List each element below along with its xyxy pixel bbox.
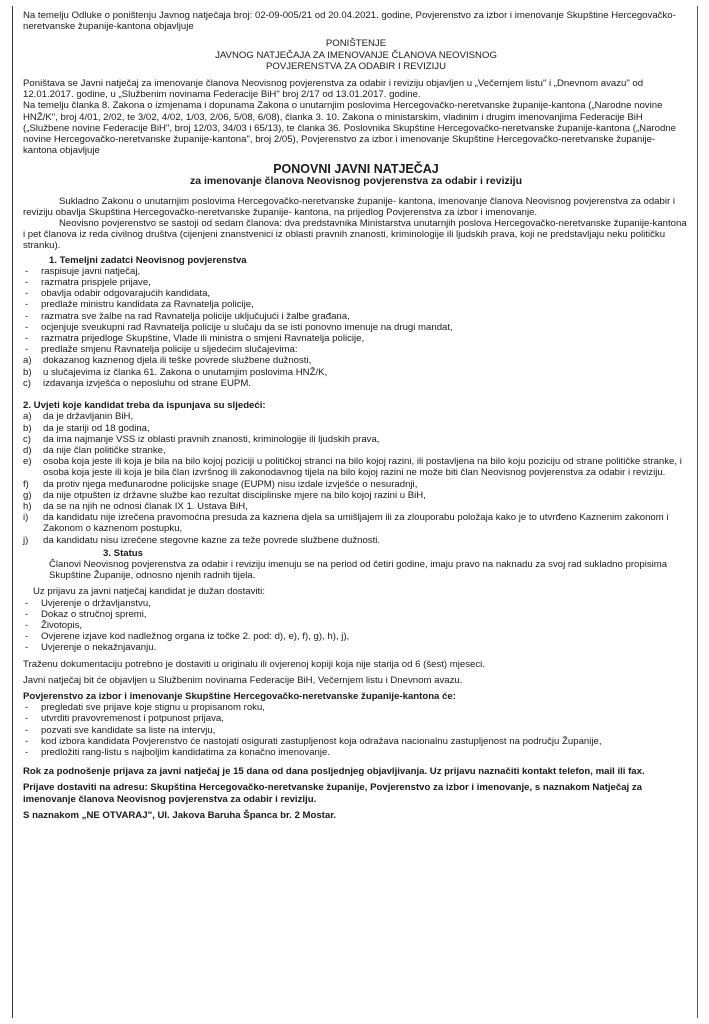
section-2-title: 2. Uvjeti koje kandidat treba da ispunjava su sljedeći:	[23, 400, 266, 412]
list-item: b) da je stariji od 18 godina,	[23, 422, 150, 434]
section-3-title: 3. Status	[103, 547, 143, 559]
list-item: - predlaže ministru kandidata za Ravnatelja policije,	[41, 299, 689, 310]
list-item: - kod izbora kandidata Povjerenstvo će nastojati osigurati zastupljenost koja odražava nacionalnu zastupljenost na području Županije,	[41, 736, 689, 747]
committee-intro: Povjerenstvo za izbor i imenovanje Skupštine Hercegovačko-neretvanske županije-kantona će:	[23, 690, 456, 702]
annulment-title-line3: POVJERENSTVA ZA ODABIR I REVIZIJU	[265, 60, 446, 72]
page-subtitle: za imenovanje članova Neovisnog povjerenstva za odabir i reviziju	[189, 175, 523, 188]
list-item: - Uvjerenje o državljanstvu,	[41, 598, 689, 609]
list-item: - Uvjerenje o nekažnjavanju.	[41, 642, 689, 653]
intro-paragraph-1: Sukladno Zakonu o unutarnjim poslovima Hercegovačko-neretvanske županije- kantona, imenovanje članova Neovisnog povjerenstva za odabir i reviziju obavlja Skupština Hercegovačko-neretvanske županije- kantona, na prijedlog Povjerenstva za izbor i imenovanje.	[23, 195, 675, 218]
intro-paragraph-2: Neovisno povjerenstvo se sastoji od sedam članova: dva predstavnika Ministarstva unutarnjih poslova Hercegovačko-neretvanske županije-kantona i pet članova iz reda civilnog društva (cijenjeni znanstvenici iz oblasti pravnih znanosti, kriminologije ili ljudskih prava, koji ne predstavljaju neku političku stranku).	[23, 218, 687, 252]
section-1-cases	[23, 355, 689, 389]
list-item: - raspisuje javni natječaj,	[41, 266, 689, 277]
legal-basis: Na temelju članka 8. Zakona o izmjenama i dopunama Zakona o unutarnjim poslovima Hercegovačko-neretvanske županije-kantona („Narodne novine HNŽ/K", broj 4/01, 2/02, te 3/02, 4/02, 1/03, 2/06, 5/08, 6/08), članka 3. 10. Zakona o ministarskim, vladinim i drugim imenovanjima Federacije BiH („Službene novine Federacije BiH", broj 12/03, 34/03 i 65/13), te članka 36. Poslovnika Skupštine Hercegovačko-neretvanske županije-kantona („Narodne novine Hercegovačko-neretvanske županije-kantona", broj 2/05), Povjerenstvo za izbor i imenovanje Skupštine Hercegovačko-neretvanske županije-kantona objavljuje	[23, 100, 676, 157]
section-3-body: Članovi Neovisnog povjerenstva za odabir i reviziju imenuju se na period od četiri godine, imaju pravo na naknadu za svoj rad sukladno propisima Skupštine Županije, odnosno njenih radnih tijela.	[49, 558, 668, 582]
newspaper-notice	[12, 6, 698, 1018]
list-item: - razmatra prispjele prijave,	[41, 277, 689, 288]
list-item: - pozvati sve kandidate sa liste na intervju,	[41, 725, 689, 736]
list-item: d) da nije član političke stranke,	[23, 444, 166, 456]
page-title: PONOVNI JAVNI NATJEČAJ	[273, 162, 439, 177]
list-item: - predlaže smjenu Ravnatelja policije u sljedećim slučajevima:	[41, 344, 689, 355]
documents-intro: Uz prijavu za javni natječaj kandidat je dužan dostaviti:	[33, 586, 265, 598]
list-item: e) osoba koja jeste ili koja je bila na bilo kojoj poziciji u političkoj stranci na bilo kojoj razini, ili postavljena na bilo koju poziciju od strane političke stranke, i osoba koja jeste ili koja je bila član izvršnog ili zakonodavnog tijela na bilo kojoj razini ne može biti član Neovisnog povjerenstva za odabir i reviziju.	[23, 456, 682, 479]
address-text: Prijave dostaviti na adresu: Skupština Hercegovačko-neretvanske županije, Povjerenstvo za izbor i imenovanje, s naznakom Natječaj za imenovanje članova Neovisnog povjerenstva za odabir i reviziju.	[23, 782, 643, 805]
documents-note-2: Javni natječaj bit će objavljen u Službenim novinama Federacije BiH, Večernjem listu i Dnevnom avazu.	[23, 674, 463, 686]
documents-list	[23, 598, 689, 654]
documents-note-1: Traženu dokumentaciju potrebno je dostaviti u originalu ili ovjerenoj kopiji koja nije starija od 6 (šest) mjeseci.	[23, 658, 485, 670]
list-item: h) da se na njih ne odnosi članak IX 1. Ustava BiH,	[23, 500, 248, 512]
list-item: j) da kandidatu nisu izrečene stegovne kazne za teže povrede službene dužnosti.	[23, 534, 381, 546]
list-item: i) da kandidatu nije izrečena pravomoćna presuda za kaznena djela sa umišljajem ili za zlouporabu položaja kako je to utvrđeno Kaznenim zakonom i Zakonom o kaznenom postupku,	[23, 512, 669, 535]
list-item: - razmatra sve žalbe na rad Ravnatelja policije uključujući i žalbe građana,	[41, 311, 689, 322]
list-item: - razmatra prijedloge Skupštine, Vlade ili ministra o smjeni Ravnatelja policije,	[41, 333, 689, 344]
list-item: a) dokazanog kaznenog djela ili teške povrede službene dužnosti,	[23, 355, 312, 367]
list-item: - pregledati sve prijave koje stignu u propisanom roku,	[41, 702, 689, 713]
closing-block	[23, 766, 689, 821]
list-item: c) da ima najmanje VSS iz oblasti pravnih znanosti, kriminologije ili ljudskih prava,	[23, 433, 380, 445]
list-item: f) da protiv njega međunarodne policijske snage (EUPM) nisu izdale izvješće o nesuradnji,	[23, 478, 418, 490]
annulment-body: Poništava se Javni natječaj za imenovanje članova Neovisnog povjerenstva za odabir i reviziju objavljen u „Večernjem listu" i „Dnevnom avazu" od 12.01.2017. godine, u „Službenim novinama Federacije BiH" broj 2/17 od 13.01.2017. godine.	[23, 78, 644, 101]
annulment-title-line2: JAVNOG NATJEČAJA ZA IMENOVANJE ČLANOVA NEOVISNOG	[215, 49, 497, 61]
list-item: - Dokaz o stručnoj spremi,	[41, 609, 689, 620]
list-item: - obavlja odabir odgovarajućih kandidata,	[41, 288, 689, 299]
list-item: g) da nije otpušten iz državne službe kao rezultat disciplinske mjere na bilo kojoj razini u BiH,	[23, 489, 426, 501]
list-item: - ocjenjuje sveukupni rad Ravnatelja policije u slučaju da se isti ponovno imenuje na drugi mandat,	[41, 322, 689, 333]
deadline-text: Rok za podnošenje prijava za javni natječaj je 15 dana od dana posljednjeg objavljivanja. Uz prijavu naznačiti kontakt telefon, mail ili fax.	[23, 766, 645, 778]
list-item: - Ovjerene izjave kod nadležnog organa iz točke 2. pod: d), e), f), g), h), j),	[41, 631, 689, 642]
section-1-list	[23, 266, 689, 356]
section-1-title: 1. Temeljni zadatci Neovisnog povjerenstva	[49, 254, 247, 266]
list-item: - Životopis,	[41, 620, 689, 631]
list-item: - predložiti rang-listu s najboljim kandidatima za konačno imenovanje.	[41, 747, 689, 758]
committee-list	[23, 702, 689, 758]
section-2-list	[23, 411, 689, 545]
marking-text: S naznakom „NE OTVARAJ", Ul. Jakova Baruha Španca br. 2 Mostar.	[23, 809, 337, 821]
list-item: c) izdavanja izvješća o neposluhu od strane EUPM.	[23, 377, 251, 389]
preamble-text: Na temelju Odluke o poništenju Javnog natječaja broj: 02-09-005/21 od 20.04.2021. godine, Povjerenstvo za izbor i imenovanje Skupštine Hercegovačko-neretvanske županije-kantona objavljuje	[23, 10, 676, 33]
list-item: - utvrditi pravovremenost i potpunost prijava,	[41, 713, 689, 724]
list-item: b) u slučajevima iz članka 61. Zakona o unutarnjim poslovima HNŽ/K,	[23, 366, 328, 378]
annulment-title: PONIŠTENJE	[325, 38, 387, 50]
list-item: a) da je državljanin BiH,	[23, 411, 134, 423]
